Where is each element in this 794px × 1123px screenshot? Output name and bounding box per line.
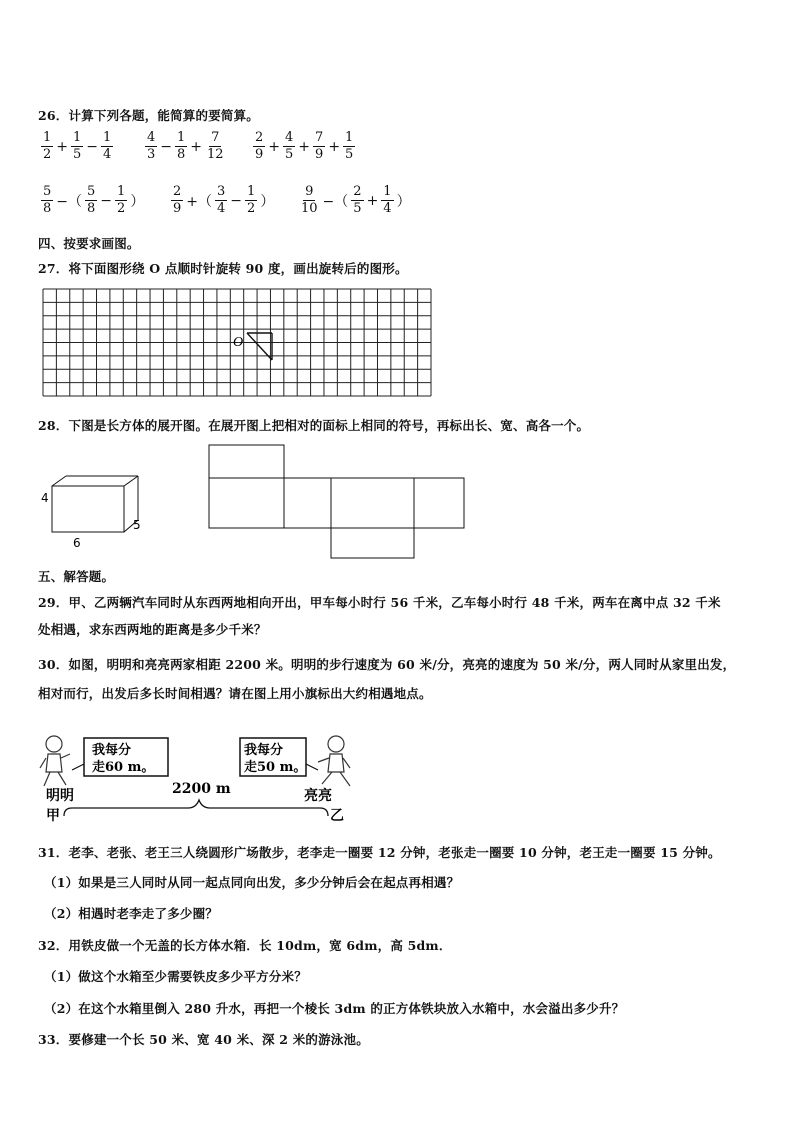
q30-line1: 30．如图，明明和亮亮两家相距 2200 米。明明的步行速度为 60 米/分，亮亮的速度为 50 米/分，两人同时从家里出发，	[38, 657, 736, 672]
section-5-heading: 五、解答题。	[38, 569, 115, 584]
liangliang-figure	[318, 736, 350, 786]
mingming-figure	[40, 736, 70, 786]
q27-title: 27．将下面图形绕 O 点顺时针旋转 90 度，画出旋转后的图形。	[38, 261, 408, 276]
q32-part2: （2）在这个水箱里倒入 280 升水，再把一个棱长 3dm 的正方体铁块放入水箱中，水会溢出多少升？	[44, 1001, 625, 1016]
expr-26-1: $\frac{1}{2}$ + $\frac{1}{5}$ − $\frac{1}{4}$	[43, 130, 112, 162]
section-4-heading: 四、按要求画图。	[38, 236, 140, 251]
liangliang-label: 亮亮	[304, 788, 332, 804]
left-bubble-line1: 我每分	[92, 743, 132, 758]
expr-26-2: $\frac{4}{3}$ − $\frac{1}{8}$ + $\frac{7}{12}$	[147, 130, 224, 162]
distance-label: 2200 m	[172, 781, 231, 797]
expr-26-5: $\frac{2}{9}$ +（ $\frac{3}{4}$ − $\frac{1}{2}$ ）	[173, 184, 275, 216]
length-label: 6	[73, 536, 81, 550]
q29-line1: 29．甲、乙两辆汽车同时从东西两地相向开出，甲车每小时行 56 千米，乙车每小时行 48 千米，两车在离中点 32 千米	[38, 595, 721, 610]
expr-26-3: $\frac{2}{9}$ + $\frac{4}{5}$ + $\frac{7}{9}$ + $\frac{1}{5}$	[255, 130, 354, 162]
q29-line2: 处相遇，求东西两地的距离是多少千米？	[38, 622, 267, 637]
width-label: 5	[133, 518, 141, 532]
left-bubble-line2: 走60 m。	[92, 760, 155, 775]
q31-part2: （2）相遇时老李走了多少圈？	[44, 906, 218, 921]
cuboid-net	[206, 442, 470, 562]
q31-title: 31．老李、老张、老王三人绕圆形广场散步，老李走一圈要 12 分钟，老张走一圈要 10 分钟，老王走一圈要 15 分钟。	[38, 845, 721, 860]
expr-26-4: $\frac{5}{8}$ −（ $\frac{5}{8}$ − $\frac{1}{2}$ ）	[43, 184, 145, 216]
point-jia-label: 甲	[46, 808, 60, 824]
right-bubble-line1: 我每分	[244, 743, 284, 758]
point-yi-label: 乙	[330, 808, 344, 824]
q33-title: 33．要修建一个长 50 米、宽 40 米、深 2 米的游泳池。	[38, 1032, 369, 1047]
point-o-label: O	[233, 335, 244, 350]
right-bubble-line2: 走50 m。	[244, 760, 307, 775]
expr-26-6: $\frac{9}{10}$ −（ $\frac{2}{5}$ + $\frac{1}{4}$ ）	[301, 184, 411, 216]
q28-title: 28．下图是长方体的展开图。在展开图上把相对的面标上相同的符号，再标出长、宽、高各一个。	[38, 418, 590, 433]
cuboid-figure	[38, 474, 148, 550]
q30-line2: 相对而行，出发后多长时间相遇？请在图上用小旗标出大约相遇地点。	[38, 686, 432, 701]
height-label: 4	[41, 491, 49, 505]
q32-title: 32．用铁皮做一个无盖的长方体水箱．长 10dm，宽 6dm，高 5dm．	[38, 938, 452, 953]
mingming-label: 明明	[46, 788, 74, 804]
q32-part1: （1）做这个水箱至少需要铁皮多少平方分米？	[44, 969, 307, 984]
rotation-grid	[42, 288, 434, 398]
q31-part1: （1）如果是三人同时从同一起点同向出发，多少分钟后会在起点再相遇？	[44, 875, 460, 890]
q26-title: 26．计算下列各题，能简算的要简算。	[38, 108, 259, 123]
meeting-diagram	[38, 730, 368, 826]
distance-brace	[64, 800, 328, 816]
